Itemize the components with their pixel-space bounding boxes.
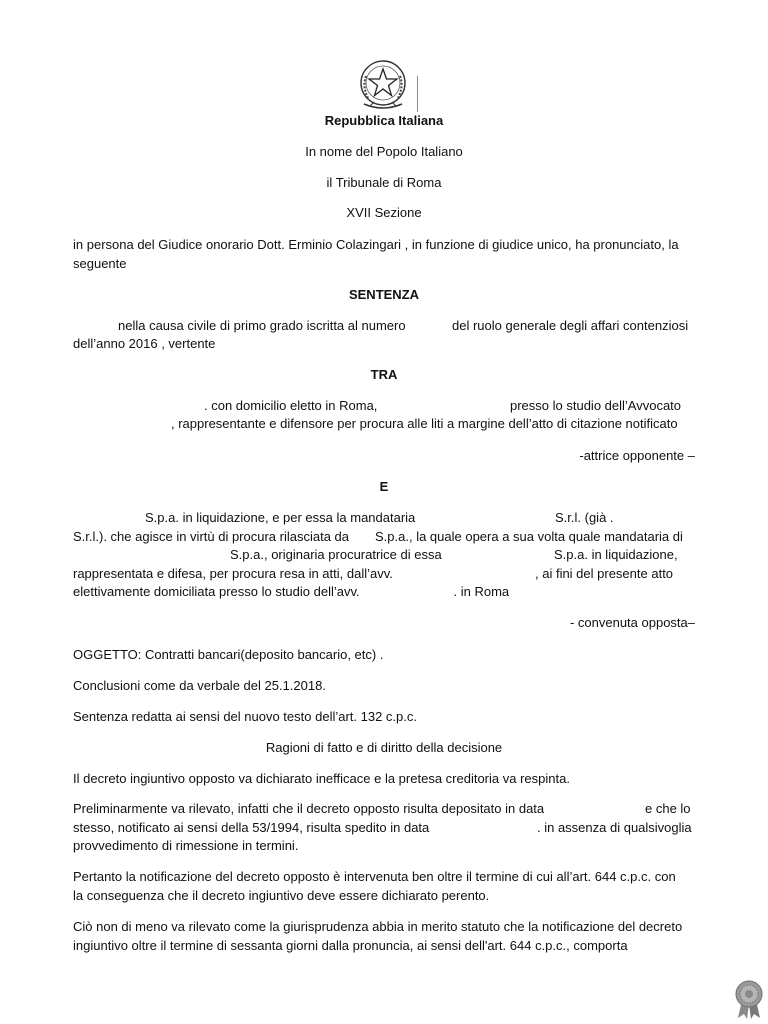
court-heading: il Tribunale di Roma — [326, 175, 442, 190]
paragraph-3-line-2: la conseguenza che il decreto ingiuntivo deve essere dichiarato perento. — [73, 888, 490, 903]
party2-line-3b: S.p.a. in liquidazione, — [554, 547, 678, 562]
party2-line-4a: rappresentata e difesa, per procura resa in atti, dall’avv. — [73, 566, 393, 581]
party2-line-4b: , ai fini del presente atto — [535, 566, 674, 581]
case-line-1a: nella causa civile di primo grado iscritta al numero — [118, 318, 406, 333]
party2-line-3a: S.p.a., originaria procuratrice di essa — [230, 547, 442, 562]
party1-line-1b: presso lo studio dell’Avvocato — [510, 398, 682, 413]
party2-line-1b: S.r.l. (già . — [555, 510, 614, 525]
paragraph-3-line-1: Pertanto la notificazione del decreto opposto è intervenuta ben oltre il termine di cui all’art. 644 c.p.c. con — [73, 869, 676, 884]
paragraph-4-line-2: ingiuntivo oltre il termine di sessanta giorni dalla pronuncia, ai sensi dell'art. 644 c.p.c., comporta — [73, 938, 628, 953]
paragraph-4-line-1: Ciò non di meno va rilevato come la giurisprudenza abbia in merito statuto che la notificazione del decreto — [73, 919, 683, 934]
party2-line-2a: S.r.l.). che agisce in virtù di procura rilasciata da — [73, 529, 350, 544]
e-heading: E — [379, 479, 389, 494]
party2-line-2b: S.p.a., la quale opera a sua volta quale mandataria di — [375, 529, 683, 544]
paragraph-1: Il decreto ingiuntivo opposto va dichiarato inefficace e la pretesa creditoria va respinta. — [73, 771, 570, 786]
intro-line-1: in persona del Giudice onorario Dott. Erminio Colazingari , in funzione di giudice unico, ha pronunciato, la — [73, 237, 679, 252]
party2-line-1a: S.p.a. in liquidazione, e per essa la mandataria — [145, 510, 416, 525]
party2-role: - convenuta opposta– — [569, 615, 695, 630]
people-heading: In nome del Popolo Italiano — [305, 144, 463, 159]
party1-line-1a: . con domicilio eletto in Roma, — [204, 398, 378, 413]
intro-line-2: seguente — [73, 256, 127, 271]
paragraph-2-line-1b: e che lo — [645, 801, 691, 816]
section-heading: XVII Sezione — [346, 205, 422, 220]
sentenza-title: SENTENZA — [348, 287, 420, 302]
republic-heading: Repubblica Italiana — [324, 113, 444, 128]
drafted-line: Sentenza redatta ai sensi del nuovo testo dell’art. 132 c.p.c. — [73, 709, 417, 724]
party1-line-2: , rappresentante e difensore per procura alle liti a margine dell’atto di citazione notificato — [171, 416, 678, 431]
reasons-title: Ragioni di fatto e di diritto della decisione — [265, 740, 503, 755]
party2-line-5: elettivamente domiciliata presso lo studio dell’avv. . in Roma — [73, 584, 510, 599]
award-seal-icon — [733, 980, 765, 1020]
party1-role: -attrice opponente – — [579, 448, 695, 463]
paragraph-2-line-2a: stesso, notificato ai sensi della 53/1994, risulta spedito in data — [73, 820, 430, 835]
conclusions-line: Conclusioni come da verbale del 25.1.2018. — [73, 678, 326, 693]
tra-heading: TRA — [370, 367, 398, 382]
subject-line: OGGETTO: Contratti bancari(deposito bancario, etc) . — [73, 647, 384, 662]
emblem-divider — [417, 76, 418, 112]
paragraph-2-line-3: provvedimento di rimessione in termini. — [73, 838, 299, 853]
case-line-2: dell’anno 2016 , vertente — [73, 336, 216, 351]
paragraph-2-line-1a: Preliminarmente va rilevato, infatti che il decreto opposto risulta depositato in data — [73, 801, 545, 816]
italian-republic-emblem-icon — [356, 56, 410, 114]
paragraph-2-line-2b: . in assenza di qualsivoglia — [537, 820, 692, 835]
case-line-1b: del ruolo generale degli affari contenziosi — [452, 318, 689, 333]
